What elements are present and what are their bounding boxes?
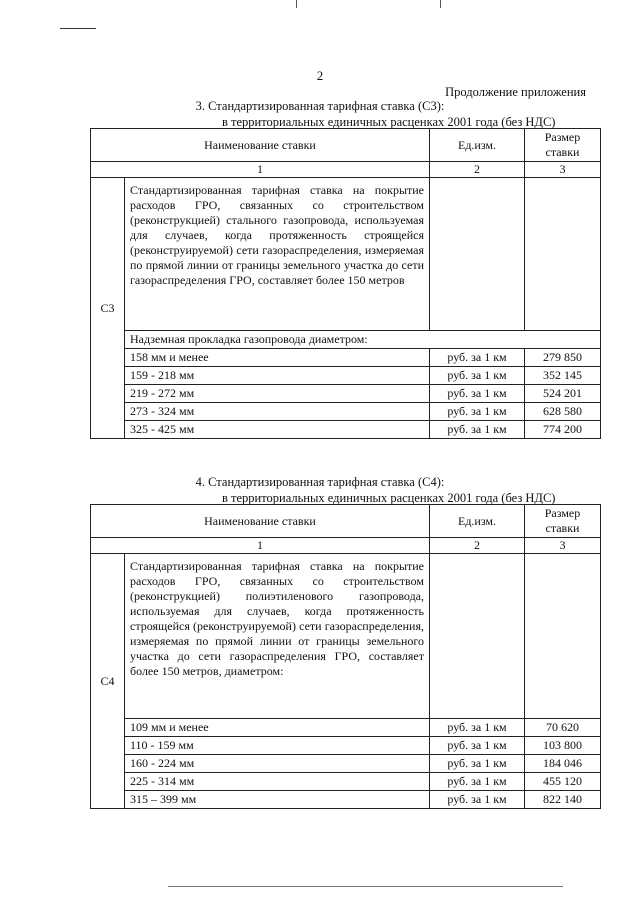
lead-row: [91, 331, 601, 349]
column-number: 2: [430, 162, 525, 178]
section-subtitle: в территориальных единичных расценках 2001 года (без НДС): [222, 115, 556, 129]
row-name: 325 - 425 мм: [125, 421, 430, 439]
row-name: 225 - 314 мм: [125, 773, 430, 791]
table-header-row: [91, 129, 601, 162]
section-title: 4. Стандартизированная тарифная ставка (С4):: [195, 475, 445, 489]
lead-text: Надземная прокладка газопровода диаметром:: [125, 331, 601, 349]
row-unit: руб. за 1 км: [430, 403, 525, 421]
table-row: [91, 367, 601, 385]
column-number-row: [91, 538, 601, 554]
row-name: 273 - 324 мм: [125, 403, 430, 421]
row-value: 628 580: [525, 403, 601, 421]
table-row: [91, 755, 601, 773]
table-row: [91, 403, 601, 421]
header-name: Наименование ставки: [91, 129, 430, 162]
row-unit: руб. за 1 км: [430, 737, 525, 755]
column-number: 1: [91, 162, 430, 178]
empty-cell: [430, 554, 525, 719]
row-name: 159 - 218 мм: [125, 367, 430, 385]
row-unit: руб. за 1 км: [430, 755, 525, 773]
table-row: [91, 421, 601, 439]
row-value: 455 120: [525, 773, 601, 791]
row-name: 109 мм и менее: [125, 719, 430, 737]
row-unit: руб. за 1 км: [430, 773, 525, 791]
appendix-note: Продолжение приложения: [445, 85, 586, 99]
rate-code: С3: [91, 178, 125, 439]
row-value: 352 145: [525, 367, 601, 385]
column-number: 3: [525, 538, 601, 554]
row-name: 219 - 272 мм: [125, 385, 430, 403]
row-value: 524 201: [525, 385, 601, 403]
column-number: 1: [91, 538, 430, 554]
scan-mark-tick: [296, 0, 297, 8]
scan-mark-line: [168, 886, 563, 887]
row-value: 822 140: [525, 791, 601, 809]
row-name: 110 - 159 мм: [125, 737, 430, 755]
description-row: [91, 178, 601, 331]
empty-cell: [525, 554, 601, 719]
table-row: [91, 737, 601, 755]
header-unit: Ед.изм.: [430, 505, 525, 538]
header-value: Размер ставки: [525, 505, 601, 538]
section-subtitle: в территориальных единичных расценках 2001 года (без НДС): [222, 491, 556, 505]
scan-mark-tick: [440, 0, 441, 8]
row-unit: руб. за 1 км: [430, 791, 525, 809]
header-value: Размер ставки: [525, 129, 601, 162]
row-value: 103 800: [525, 737, 601, 755]
row-name: 158 мм и менее: [125, 349, 430, 367]
description-row: [91, 554, 601, 719]
table-header-row: [91, 505, 601, 538]
row-unit: руб. за 1 км: [430, 349, 525, 367]
row-name: 160 - 224 мм: [125, 755, 430, 773]
row-unit: руб. за 1 км: [430, 385, 525, 403]
column-number: 3: [525, 162, 601, 178]
column-number: 2: [430, 538, 525, 554]
header-name: Наименование ставки: [91, 505, 430, 538]
section-title: 3. Стандартизированная тарифная ставка (С3):: [195, 99, 445, 113]
row-unit: руб. за 1 км: [430, 367, 525, 385]
rate-table-c3: [90, 128, 601, 439]
table-row: [91, 719, 601, 737]
table-row: [91, 791, 601, 809]
rate-description: Стандартизированная тарифная ставка на покрытие расходов ГРО, связанных со строительством (реконструкцией) полиэтиленового газопровода, используемая для случаев, когда протяженность строящейся (реконструируемой) сети газораспределения, измеряемая по прямой линии от границы земельного участка до сети газораспределения ГРО, составляет более 150 метров, диаметром:: [125, 554, 430, 719]
table-row: [91, 385, 601, 403]
row-value: 184 046: [525, 755, 601, 773]
header-unit: Ед.изм.: [430, 129, 525, 162]
column-number-row: [91, 162, 601, 178]
page-number: 2: [316, 68, 324, 83]
empty-cell: [525, 178, 601, 331]
row-value: 279 850: [525, 349, 601, 367]
row-value: 70 620: [525, 719, 601, 737]
table-row: [91, 773, 601, 791]
table-row: [91, 349, 601, 367]
rate-table-c4: [90, 504, 601, 809]
row-value: 774 200: [525, 421, 601, 439]
row-unit: руб. за 1 км: [430, 719, 525, 737]
rate-code: С4: [91, 554, 125, 809]
row-name: 315 – 399 мм: [125, 791, 430, 809]
rate-description: Стандартизированная тарифная ставка на покрытие расходов ГРО, связанных со строительством (реконструкцией) стального газопровода, используемая для случаев, когда протяженность строящейся (реконструируемой) сети газораспределения, измеряемая по прямой линии от границы земельного участка до сети газораспределения ГРО, составляет более 150 метров: [125, 178, 430, 331]
empty-cell: [430, 178, 525, 331]
row-unit: руб. за 1 км: [430, 421, 525, 439]
scan-mark-line: [60, 28, 96, 29]
